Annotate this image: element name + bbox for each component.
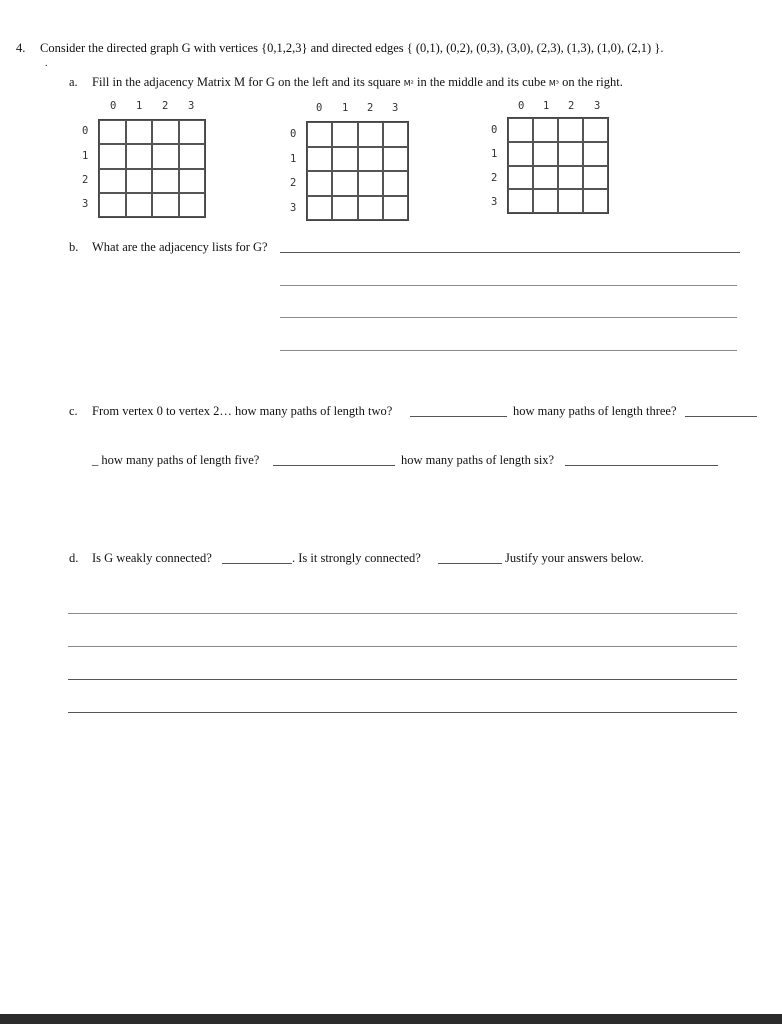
matrix-m2-row-label-3: 3 [290,202,297,214]
matrix-m-row-label-0: 0 [82,125,89,137]
matrix-m3-row-label-1: 1 [491,148,498,160]
answer-blank-length-three[interactable] [685,416,757,417]
answer-line-b-4[interactable] [280,350,737,351]
matrix-m2-cell[interactable] [383,147,408,172]
matrix-m-row-label-1: 1 [82,150,89,162]
matrix-m-cell[interactable] [179,193,206,217]
matrix-m2-cell[interactable] [383,171,408,196]
m-cubed: M³ [548,79,559,88]
matrix-m-row-label-3: 3 [82,198,89,210]
matrix-m2-cell[interactable] [307,196,332,221]
part-a-instruction: Fill in the adjacency Matrix M for G on the left and its square M² in the middle and its cube M³ on the right. [92,75,623,89]
matrix-m2-cell[interactable] [307,122,332,147]
matrix-m3-cell[interactable] [533,166,558,190]
matrix-m3-row-label-0: 0 [491,124,498,136]
matrix-m-col-label-2: 2 [162,100,169,112]
matrix-m3-cell[interactable] [558,142,583,166]
matrix-m-cell[interactable] [99,120,126,144]
answer-line-b-3[interactable] [280,317,737,318]
part-a-letter: a. [69,75,78,89]
matrix-m2-col-label-0: 0 [316,102,323,114]
part-d-letter: d. [69,551,79,565]
answer-line-b-2[interactable] [280,285,737,286]
question-prompt: Consider the directed graph G with vertices {0,1,2,3} and directed edges { (0,1), (0,2), (0,3), (3,0), (2,3), (1,3), (1,0), (2,1) }. [40,41,664,55]
matrix-m3-cell[interactable] [583,118,608,142]
matrix-m-cell[interactable] [179,169,206,193]
stray-dot: . [45,58,48,69]
part-c-question-length-six: how many paths of length six? [401,453,555,467]
part-c-question-length-five: _ how many paths of length five? [92,453,260,467]
answer-blank-strongly-connected[interactable] [438,563,502,564]
matrix-m2-cell[interactable] [358,147,383,172]
matrix-m3-col-label-3: 3 [594,100,601,112]
answer-line-d-2[interactable] [68,646,737,647]
matrix-m-cell[interactable] [179,144,206,168]
matrix-m-cell[interactable] [179,120,206,144]
matrix-m2-cell[interactable] [383,196,408,221]
matrix-m2-cell[interactable] [332,171,357,196]
answer-blank-weakly-connected[interactable] [222,563,292,564]
matrix-m2-row-label-0: 0 [290,128,297,140]
matrix-m3-cell[interactable] [508,166,533,190]
matrix-m3-col-label-0: 0 [518,100,525,112]
part-b-question: What are the adjacency lists for G? [92,240,268,254]
matrix-m-cell[interactable] [152,144,179,168]
matrix-m3-cell[interactable] [583,166,608,190]
matrix-m2-cell[interactable] [383,122,408,147]
matrix-m-cell[interactable] [152,193,179,217]
part-d-justify: Justify your answers below. [505,551,644,565]
matrix-m3-row-label-2: 2 [491,172,498,184]
matrix-m3-cell[interactable] [533,142,558,166]
matrix-m3-cell[interactable] [533,118,558,142]
matrix-m-row-label-2: 2 [82,174,89,186]
matrix-m-col-label-0: 0 [110,100,117,112]
matrix-m2-cell[interactable] [307,147,332,172]
part-c-question-length-three: how many paths of length three? [513,404,677,418]
matrix-m-cell[interactable] [152,120,179,144]
matrix-m2-cell[interactable] [332,122,357,147]
matrix-m3-cell[interactable] [558,166,583,190]
part-c-question-length-two: From vertex 0 to vertex 2… how many paths of length two? [92,404,393,418]
answer-line-d-3[interactable] [68,679,737,680]
matrix-m-cell[interactable] [99,169,126,193]
matrix-m3-cell[interactable] [583,189,608,213]
matrix-m-cell[interactable] [126,120,153,144]
matrix-m2-cell[interactable] [332,147,357,172]
matrix-m3-cell[interactable] [508,118,533,142]
matrix-m-cell[interactable] [126,169,153,193]
matrix-m-cell[interactable] [152,169,179,193]
matrix-m3-cell[interactable] [583,142,608,166]
matrix-m3-cell[interactable] [558,118,583,142]
m-squared: M² [403,79,414,88]
matrix-m-col-label-3: 3 [188,100,195,112]
matrix-m2-row-label-2: 2 [290,177,297,189]
matrix-m3-cell[interactable] [508,142,533,166]
question-number: 4. [16,41,26,55]
matrix-m-col-label-1: 1 [136,100,143,112]
matrix-m2-cell[interactable] [307,171,332,196]
part-b-letter: b. [69,240,79,254]
matrix-m2-row-label-1: 1 [290,153,297,165]
matrix-m3-col-label-2: 2 [568,100,575,112]
matrix-m-cell[interactable] [99,144,126,168]
matrix-m2-cell[interactable] [358,196,383,221]
matrix-m3-cell[interactable] [533,189,558,213]
matrix-m3-grid [507,117,609,214]
matrix-m2-cell[interactable] [358,171,383,196]
answer-line-d-4[interactable] [68,712,737,713]
part-d-question-weak: Is G weakly connected? [92,551,212,565]
matrix-m-cell[interactable] [126,193,153,217]
matrix-m2-cell[interactable] [332,196,357,221]
matrix-m2-cell[interactable] [358,122,383,147]
answer-line-b-1[interactable] [280,252,740,253]
matrix-m3-row-label-3: 3 [491,196,498,208]
answer-blank-length-five[interactable] [273,465,395,466]
part-d-question-strong: . Is it strongly connected? [292,551,421,565]
matrix-m3-cell[interactable] [558,189,583,213]
matrix-m3-col-label-1: 1 [543,100,550,112]
answer-blank-length-two[interactable] [410,416,507,417]
bottom-bar [0,1014,782,1024]
matrix-m2-col-label-1: 1 [342,102,349,114]
matrix-m3-cell[interactable] [508,189,533,213]
matrix-m2-col-label-2: 2 [367,102,374,114]
matrix-m2-col-label-3: 3 [392,102,399,114]
part-c-letter: c. [69,404,78,418]
answer-line-d-1[interactable] [68,613,737,614]
matrix-m2-grid [306,121,409,221]
matrix-m-cell[interactable] [126,144,153,168]
answer-blank-length-six[interactable] [565,465,718,466]
matrix-m-cell[interactable] [99,193,126,217]
matrix-m-grid [98,119,206,218]
